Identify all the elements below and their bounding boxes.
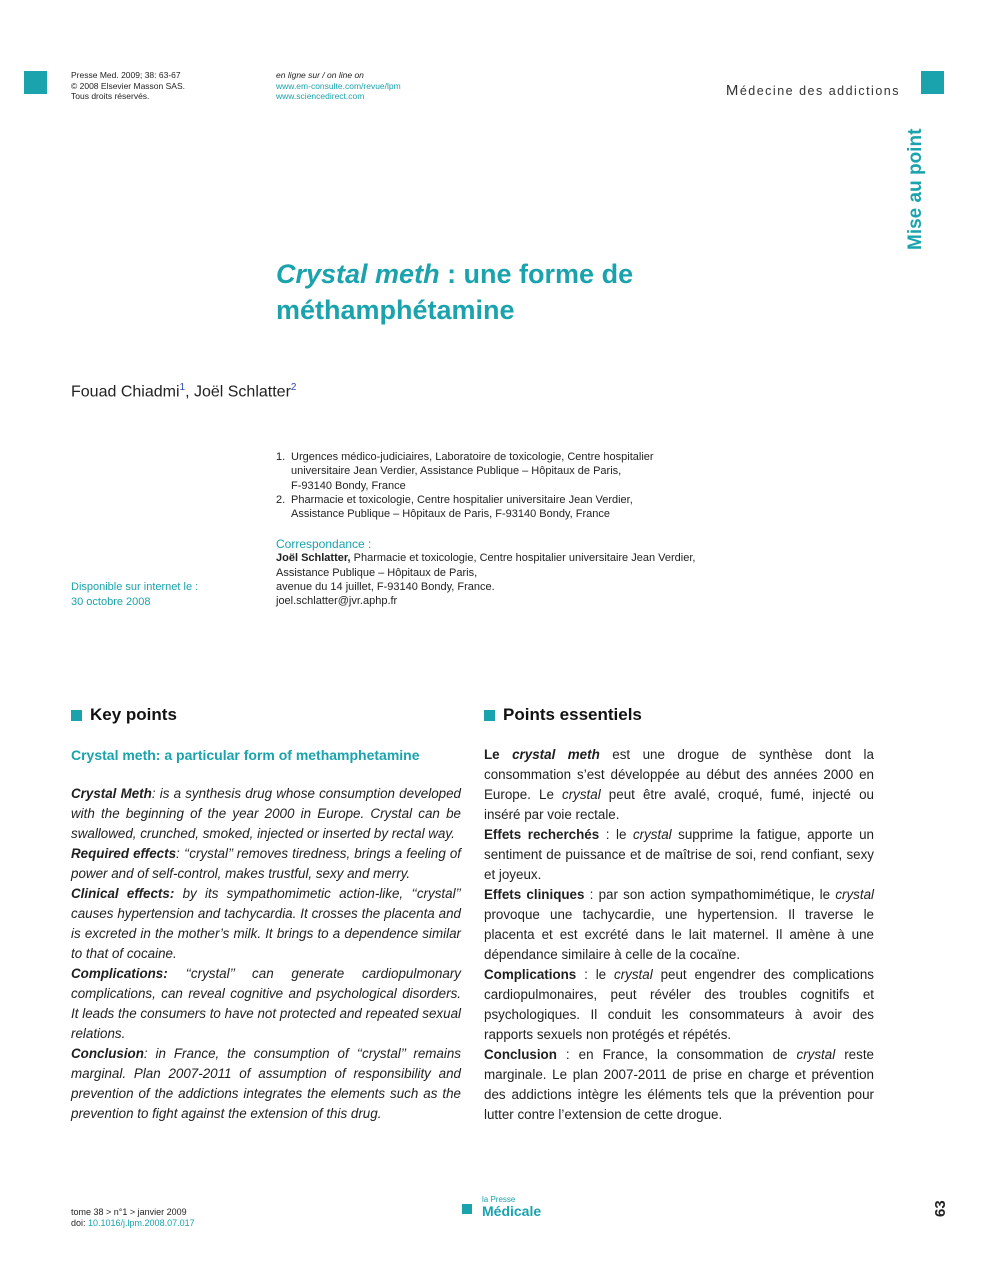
section-label-rest: édecine des addictions <box>739 84 900 98</box>
citation-line: © 2008 Elsevier Masson SAS. <box>71 80 185 91</box>
authors <box>71 382 296 401</box>
correspondence-name: Joël Schlatter, <box>276 552 351 565</box>
key-point-term: Conclusion <box>71 1046 144 1061</box>
section-label-initial: M <box>725 82 740 99</box>
key-point-text: : ‘‘crystal’’ removes tiredness, brings a feeling of power and of self-control, makes trustful, sexy and merry. <box>71 846 461 881</box>
key-point-term: Clinical effects: <box>71 886 175 901</box>
doi-line <box>71 1218 195 1229</box>
key-point-paragraph <box>71 844 461 884</box>
key-points-subtitle: Crystal meth: a particular form of methamphetamine <box>71 747 420 763</box>
essentiel-italic: crystal <box>562 787 601 802</box>
logo-small-text: la Presse <box>482 1195 516 1204</box>
essentiel-term: Complications <box>484 967 577 982</box>
journal-logo <box>462 1196 541 1218</box>
citation-line: Presse Med. 2009; 38: 63-67 <box>71 70 181 80</box>
essentiel-paragraph <box>484 965 874 1045</box>
section-label <box>726 82 900 99</box>
affiliations <box>276 450 706 521</box>
correspondence-email[interactable]: joel.schlatter@jvr.aphp.fr <box>276 595 398 608</box>
essentiel-lead: Le <box>484 747 513 762</box>
affiliation-line: F-93140 Bondy, France <box>291 479 406 492</box>
author-separator: , <box>185 383 194 401</box>
essentiel-text: provoque une tachycardie, une hypertension. Il traverse le placenta et est excrété dans le lait maternel. Il amène à une dépendance similaire à celle de la cocaïne. <box>484 907 874 962</box>
key-point-text: : in France, the consumption of ‘‘crystal’’ remains marginal. Plan 2007-2011 of assumption of responsibility and prevention of the addictions integrates the elements such as the prevention to fight against the extension of this drug. <box>71 1046 461 1121</box>
key-point-text: ‘‘crystal’’ can generate cardiopulmonary complications, can reveal cognitive and psychological disorders. It leads the consumers to have not protected and repeated sexual relations. <box>71 966 461 1041</box>
logo-text <box>482 1196 541 1218</box>
key-point-term: Complications: <box>71 966 168 981</box>
doi-label: doi: <box>71 1218 89 1228</box>
author-1: Fouad Chiadmi <box>71 383 180 401</box>
heading-square-icon <box>484 710 495 721</box>
essentiel-term: Effets cliniques <box>484 887 585 902</box>
online-block <box>276 70 401 102</box>
article-title <box>276 256 836 328</box>
affiliation-line: Urgences médico-judiciaires, Laboratoire de toxicologie, Centre hospitalier <box>291 451 654 463</box>
affiliation-item <box>276 493 706 522</box>
essentiel-text: : le <box>599 827 633 842</box>
author-2: Joël Schlatter <box>193 383 291 401</box>
availability-date: 30 octobre 2008 <box>71 596 151 608</box>
affiliation-line: universitaire Jean Verdier, Assistance Publique – Hôpitaux de Paris, <box>291 465 622 478</box>
key-point-text: by its sympathomimetic action-like, ‘‘crystal’’ causes hypertension and tachycardia. It crosses the placenta and is excreted in the mother’s milk. It brings to a dependence similar to that of cocaine. <box>71 886 461 961</box>
points-essentiels-heading <box>484 705 642 725</box>
affiliation-number: 1. <box>276 451 286 463</box>
essentiel-paragraph <box>484 825 874 885</box>
citation-line: Tous droits réservés. <box>71 91 150 101</box>
essentiel-paragraph <box>484 1045 874 1125</box>
logo-square-icon <box>462 1204 472 1214</box>
corner-square-left <box>24 71 47 94</box>
side-label: Mise au point <box>905 128 926 250</box>
essentiel-term: crystal meth <box>512 747 600 762</box>
correspondence-line: avenue du 14 juillet, F-93140 Bondy, France. <box>276 580 495 593</box>
issue-info: tome 38 > n°1 > janvier 2009 <box>71 1207 187 1217</box>
key-points-body <box>71 784 461 1124</box>
points-essentiels-body <box>484 745 874 1125</box>
essentiel-text: : en France, la consommation de <box>556 1047 797 1062</box>
citation-block <box>71 70 185 102</box>
key-points-heading-text: Key points <box>90 705 177 724</box>
essentiel-text: : le <box>576 967 614 982</box>
sciencedirect-link[interactable]: www.sciencedirect.com <box>276 91 365 101</box>
essentiel-paragraph <box>484 745 874 825</box>
correspondence-line <box>276 551 706 565</box>
essentiel-text: supprime la fatigue, apporte un sentiment de puissance et de maîtrise de soi, rend confiant, sexy et joyeux. <box>484 827 875 882</box>
affiliation-line: Pharmacie et toxicologie, Centre hospitalier universitaire Jean Verdier, <box>291 493 633 506</box>
correspondence <box>276 537 706 608</box>
page-number: 63 <box>932 1200 949 1217</box>
essentiel-italic: crystal <box>835 887 875 902</box>
correspondence-affil: Pharmacie et toxicologie, Centre hospitalier universitaire Jean Verdier, <box>350 552 696 565</box>
availability <box>71 580 198 610</box>
essentiel-term: Conclusion <box>484 1047 557 1062</box>
title-rest: : une forme de méthamphétamine <box>276 259 634 325</box>
affiliation-number: 2. <box>276 493 286 506</box>
essentiel-text: reste marginale. Le plan 2007-2011 de prise en charge et prévention des addictions intègre les éléments tels que la prévention pour lutter contre l’extension de cette drogue. <box>484 1047 874 1122</box>
essentiel-italic: crystal <box>614 967 653 982</box>
essentiel-text: peut engendrer des complications cardiopulmonaires, peut révéler des troubles cognitifs et psychologiques. Il conduit les consommateurs à avoir des rapports sexuels non protégés et répétés. <box>484 967 874 1042</box>
key-points-heading <box>71 705 177 725</box>
key-point-paragraph <box>71 884 461 964</box>
online-label: en ligne sur / on line on <box>276 70 364 80</box>
key-point-paragraph <box>71 1044 461 1124</box>
essentiel-text: peut être avalé, croqué, fumé, injecté ou inséré par voie rectale. <box>484 787 874 822</box>
key-point-text: : is a synthesis drug whose consumption developed with the beginning of the year 2000 in Europe. Crystal can be swallowed, crunched, smoked, injected or inserted by rectal way. <box>71 786 461 841</box>
heading-square-icon <box>71 710 82 721</box>
journal-link[interactable]: www.em-consulte.com/revue/lpm <box>276 80 401 91</box>
doi-link[interactable]: 10.1016/j.lpm.2008.07.017 <box>88 1218 195 1228</box>
essentiel-italic: crystal <box>796 1047 836 1062</box>
essentiel-term: Effets recherchés <box>484 827 600 842</box>
affiliation-line: Assistance Publique – Hôpitaux de Paris, F-93140 Bondy, France <box>291 508 610 521</box>
key-point-paragraph <box>71 784 461 844</box>
footer-issue <box>71 1207 195 1229</box>
key-point-term: Required effects <box>71 846 177 861</box>
author-2-affil[interactable]: 2 <box>290 382 297 393</box>
key-point-paragraph <box>71 964 461 1044</box>
correspondence-line: Assistance Publique – Hôpitaux de Paris, <box>276 566 478 579</box>
essentiel-paragraph <box>484 885 874 965</box>
corner-square-right <box>921 71 944 94</box>
key-point-term: Crystal Meth <box>71 786 152 801</box>
author-1-affil[interactable]: 1 <box>179 382 186 393</box>
correspondence-label: Correspondance : <box>276 537 372 551</box>
essentiel-italic: crystal <box>632 827 672 842</box>
points-essentiels-heading-text: Points essentiels <box>503 705 642 724</box>
title-italic: Crystal meth <box>276 259 440 289</box>
essentiel-text: est une drogue de synthèse dont la consommation s’est développée au début des années 2000 en Europe. Le <box>484 747 874 802</box>
logo-big-text: Médicale <box>482 1203 542 1219</box>
affiliation-item <box>276 450 706 493</box>
essentiel-text: : par son action sympathomimétique, le <box>584 887 836 902</box>
availability-label: Disponible sur internet le : <box>71 581 199 593</box>
